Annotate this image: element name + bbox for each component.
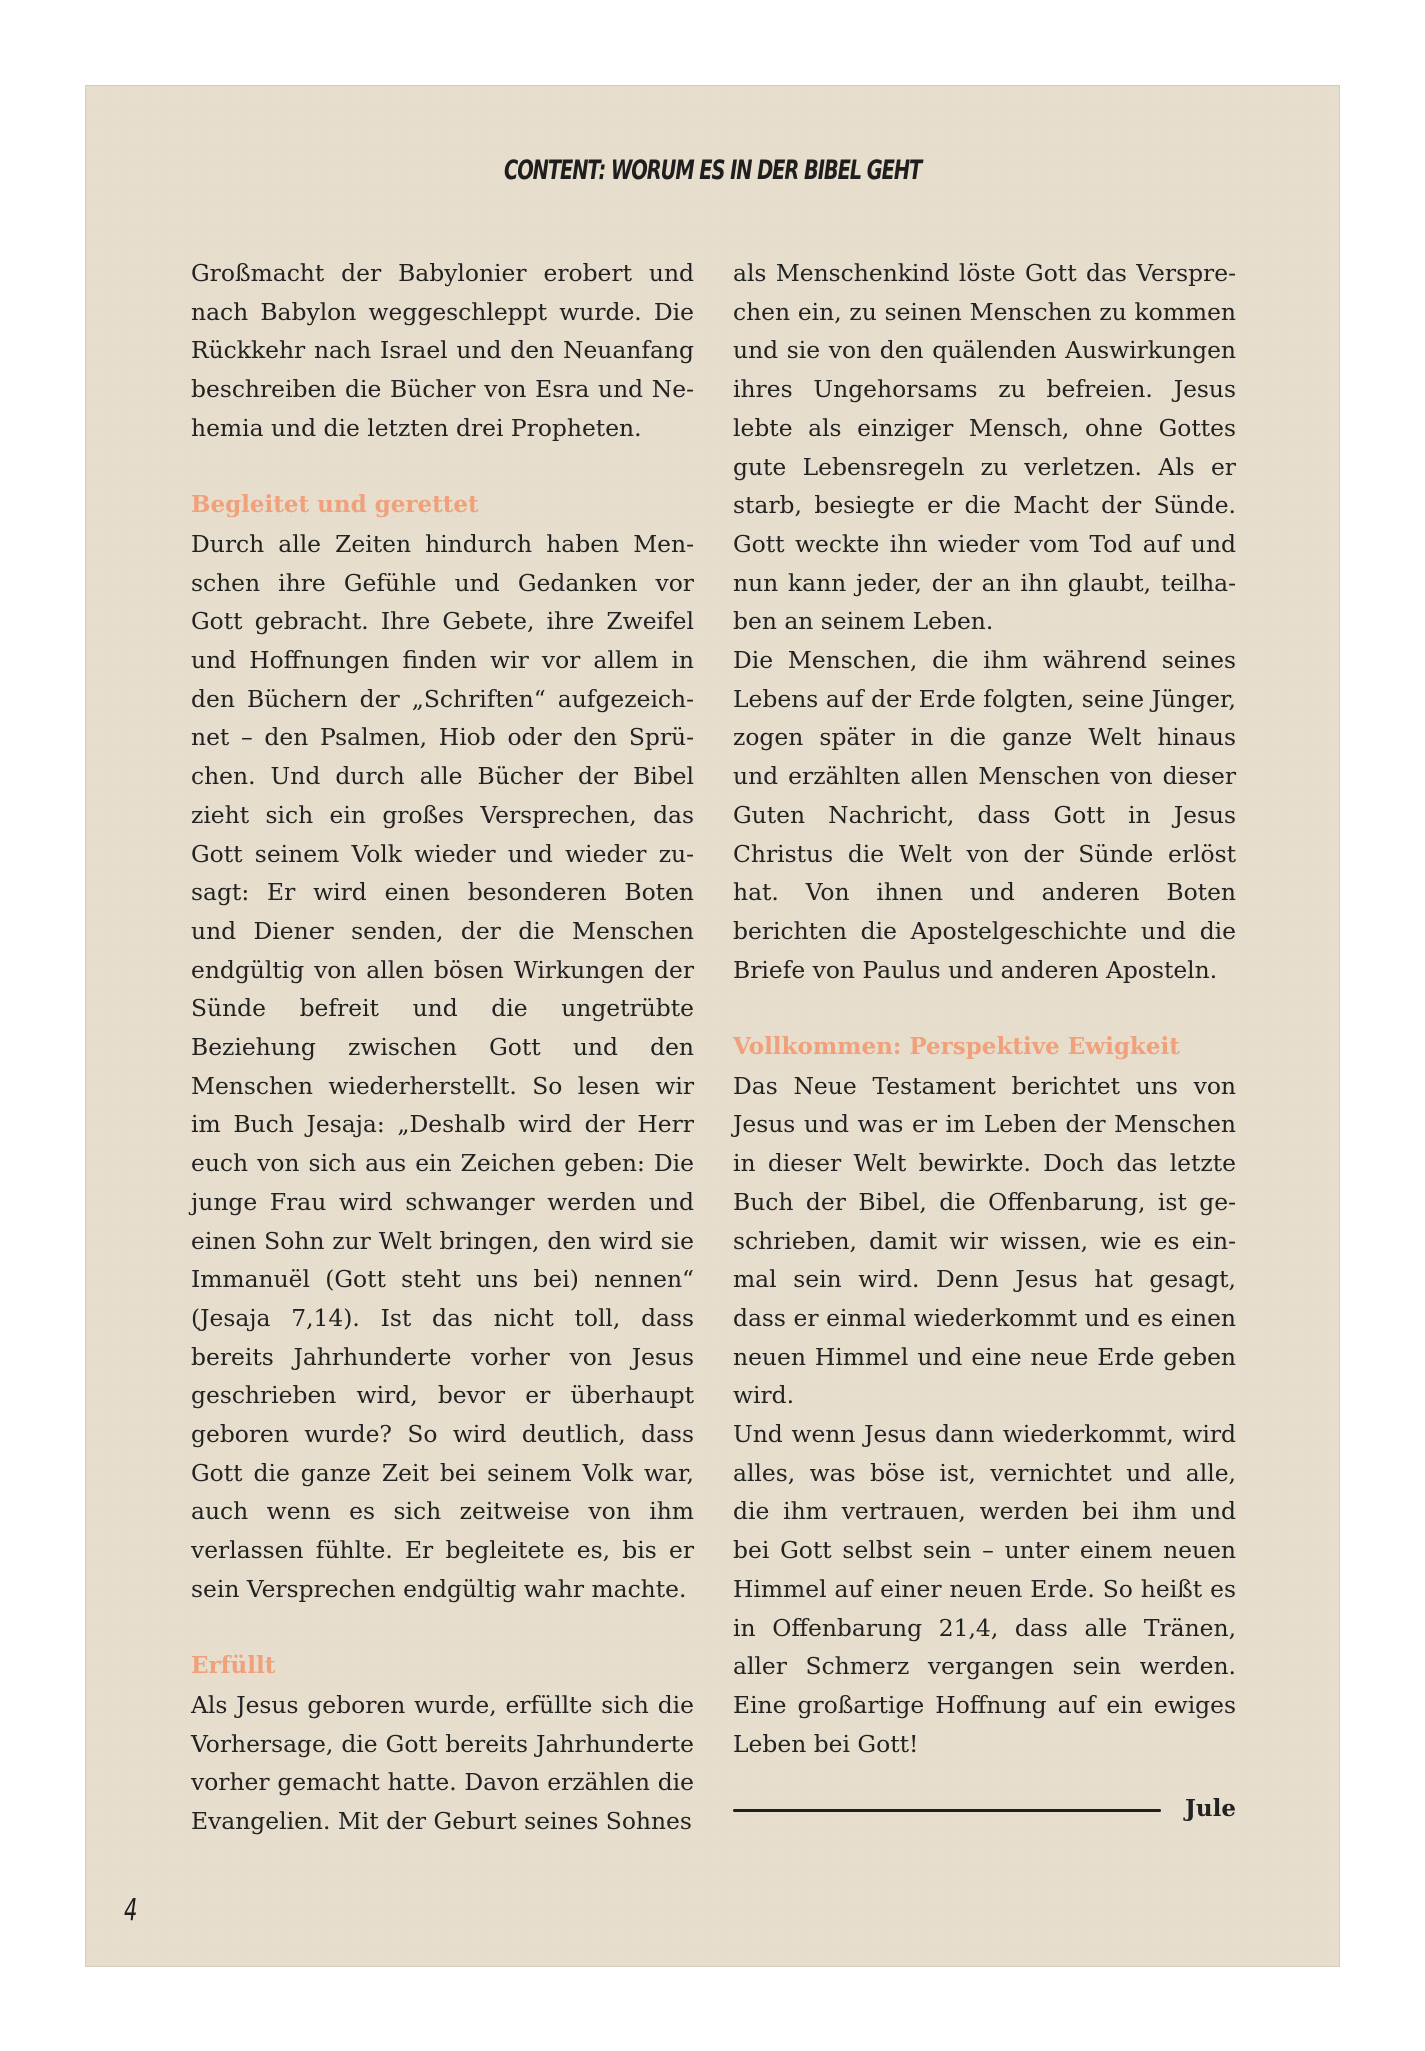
section-paragraph-vollkommen: Das Neue Testament berichtet uns von Jesus und was er im Leben der Menschen in dieser Welt bewirkte. Doch das letzte Buch der Bibel, die Offenbarung, ist geschrieben, damit wir wissen, wie es einmal sein wird. Denn Jesus hat gesagt, dass er einmal wiederkommt und es einen neuen Himmel und eine neue Erde geben wird. (733, 1071, 1236, 1410)
left-column (191, 254, 694, 1841)
continuation-paragraph: als Menschenkind löste Gott das Versprechen ein, zu seinen Menschen zu kommen und sie von den quälenden Auswirkungen ihres Ungehorsams zu befreien. Jesus lebte als einziger Mensch, ohne Gottes gute Lebensregeln zu verletzen. Als er starb, besiegte er die Macht der Sünde. Gott weckte ihn wieder vom Tod auf und nun kann jeder, der an ihn glaubt, teilhaben an seinem Leben. (733, 259, 1236, 636)
intro-paragraph: Großmacht der Babylonier erobert und nach Babylon weggeschleppt wurde. Die Rückkehr nach Israel und den Neuanfang beschreiben die Bücher von Esra und Nehemia und die letzten drei Propheten. (191, 259, 694, 442)
section-heading-vollkommen: Vollkommen: Perspektive Ewigkeit (733, 1033, 1180, 1061)
signature-rule (733, 1809, 1161, 1812)
page-number: 4 (124, 1893, 138, 1928)
right-column (733, 254, 1236, 1763)
page-header-title: CONTENT: WORUM ES IN DER BIBEL GEHT (504, 155, 922, 186)
continuation-paragraph-2: Die Menschen, die ihm während seines Lebens auf der Erde folgten, seine Jünger, zogen später in die ganze Welt hinaus und erzählten allen Menschen von dieser Guten Nachricht, dass Gott in Jesus Christus die Welt von der Sünde erlöst hat. Von ihnen und anderen Boten berichten die Apostelgeschichte und die Briefe von Paulus und anderen Aposteln. (733, 646, 1236, 984)
section-paragraph-erfuellt: Als Jesus geboren wurde, erfüllte sich die Vorhersage, die Gott bereits Jahrhunderte vorher gemacht hatte. Davon erzählen die Evangelien. Mit der Geburt seines Sohnes (191, 1690, 694, 1836)
author-name: Jule (1185, 1795, 1236, 1822)
section-heading-erfuellt: Erfüllt (191, 1652, 276, 1680)
section-paragraph-begleitet: Durch alle Zeiten hindurch haben Menschen ihre Gefühle und Gedanken vor Gott gebracht. Ihre Gebete, ihre Zweifel und Hoffnungen finden wir vor allem in den Büchern der „Schriften“ aufgezeichnet – den Psalmen, Hiob oder den Sprüchen. Und durch alle Bücher der Bibel zieht sich ein großes Versprechen, das Gott seinem Volk wieder und wieder zusagt: Er wird einen besonderen Boten und Diener senden, der die Menschen endgültig von allen bösen Wirkungen der Sünde befreit und die ungetrübte Beziehung zwischen Gott und den Menschen wiederherstellt. So lesen wir im Buch Jesaja: „Deshalb wird der Herr euch von sich aus ein Zeichen geben: Die junge Frau wird schwanger werden und einen Sohn zur Welt bringen, den wird sie Immanuël (Gott steht uns bei) nennen“ (Jesaja 7,14). Ist das nicht toll, dass bereits Jahrhunderte vorher von Jesus geschrieben wird, bevor er überhaupt geboren wurde? So wird deutlich, dass Gott die ganze Zeit bei seinem Volk war, auch wenn es sich zeitweise von ihm verlassen fühlte. Er begleitete es, bis er sein Versprechen endgültig wahr machte. (191, 529, 694, 1603)
section-paragraph-vollkommen-2: Und wenn Jesus dann wiederkommt, wird alles, was böse ist, vernichtet und alle, die ihm vertrauen, werden bei ihm und bei Gott selbst sein – unter einem neuen Himmel auf einer neuen Erde. So heißt es in Offenbarung 21,4, dass alle Tränen, aller Schmerz vergangen sein werden. Eine großartige Hoffnung auf ein ewiges Leben bei Gott! (733, 1420, 1236, 1758)
section-heading-begleitet: Begleitet und gerettet (191, 491, 479, 519)
author-signature (733, 1790, 1236, 1828)
